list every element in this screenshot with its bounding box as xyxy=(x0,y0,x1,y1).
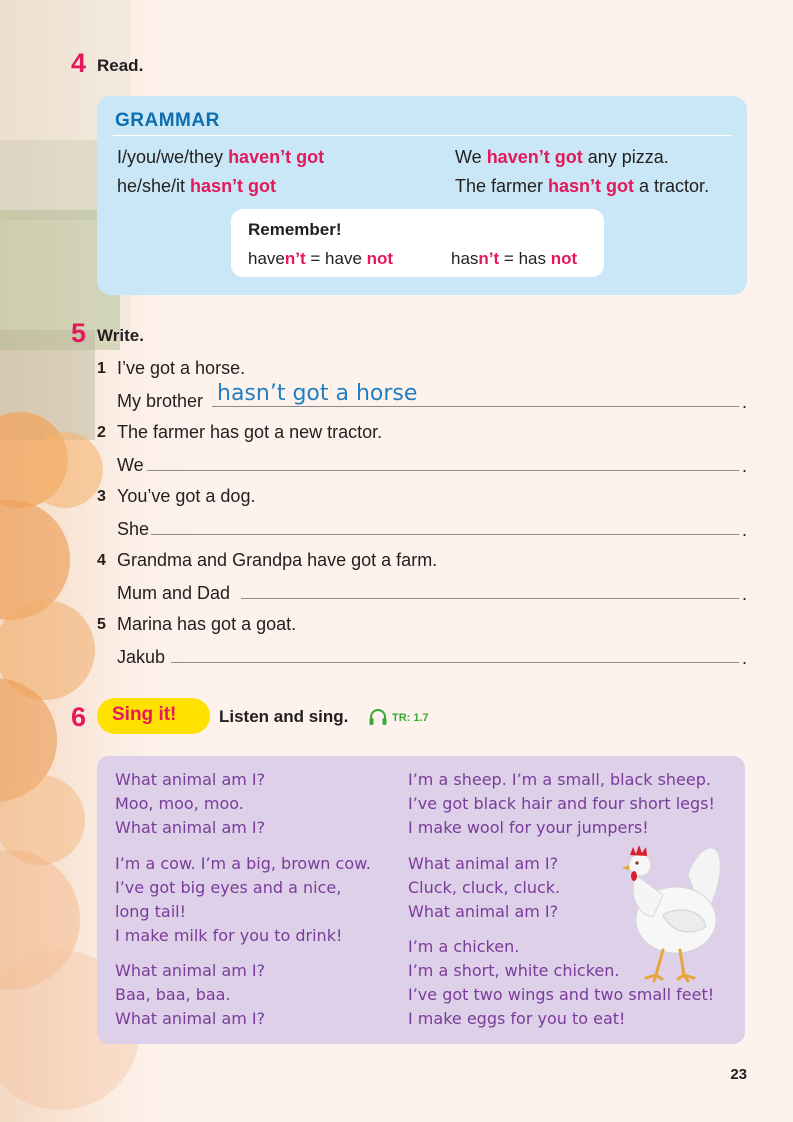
grammar-divider xyxy=(113,135,731,136)
remember-highlight: not xyxy=(550,249,578,268)
grammar-text: I/you/we/they xyxy=(117,147,229,167)
remember-text: = have xyxy=(305,249,367,268)
section-4-title: Read. xyxy=(97,56,144,75)
song-line: I make wool for your jumpers! xyxy=(408,818,649,837)
item-sentence: Grandma and Grandpa have got a farm. xyxy=(117,550,438,570)
grammar-text: he/she/it xyxy=(117,176,191,196)
track-number: TR: 1.7 xyxy=(392,712,429,724)
song-line: I’m a sheep. I’m a small, black sheep. xyxy=(408,770,711,789)
item-number: 5 xyxy=(97,616,106,633)
section-5-number: 5 xyxy=(71,318,87,348)
item-prompt: Mum and Dad xyxy=(117,583,231,603)
song-line: What animal am I? xyxy=(408,902,559,921)
remember-highlight: not xyxy=(366,249,394,268)
answer-line[interactable] xyxy=(171,662,739,663)
item-sentence: I’ve got a horse. xyxy=(117,358,246,378)
answer-line[interactable] xyxy=(147,470,739,471)
remember-left xyxy=(248,249,393,269)
song-verse xyxy=(115,852,371,948)
item-sentence: Marina has got a goat. xyxy=(117,614,297,634)
remember-text: have xyxy=(248,249,285,268)
song-line: I’ve got black hair and four short legs! xyxy=(408,794,715,813)
grammar-highlight: haven’t got xyxy=(486,147,583,167)
remember-highlight: n’t xyxy=(478,249,500,268)
song-line: Baa, baa, baa. xyxy=(115,985,231,1004)
line-end-dot: . xyxy=(742,392,748,412)
song-line: What animal am I? xyxy=(115,961,266,980)
item-prompt: Jakub xyxy=(117,647,166,667)
item-sentence: The farmer has got a new tractor. xyxy=(117,422,383,442)
song-line: I make milk for you to drink! xyxy=(115,926,343,945)
item-number: 1 xyxy=(97,360,106,377)
song-line: I make eggs for you to eat! xyxy=(408,1009,626,1028)
song-line: What animal am I? xyxy=(115,1009,266,1028)
answer-text: hasn’t got a horse xyxy=(217,381,418,406)
grammar-text: any pizza. xyxy=(582,147,669,167)
grammar-text: We xyxy=(455,147,487,167)
item-number: 3 xyxy=(97,488,106,505)
song-line: What animal am I? xyxy=(115,770,266,789)
grammar-title: GRAMMAR xyxy=(115,110,220,131)
answer-line[interactable] xyxy=(212,406,739,407)
song-line: What animal am I? xyxy=(408,854,559,873)
grammar-row1-right xyxy=(455,147,669,168)
section-4-number: 4 xyxy=(71,48,87,78)
song-verse xyxy=(115,768,265,840)
item-number: 2 xyxy=(97,424,106,441)
remember-text: = has xyxy=(499,249,551,268)
sing-it-label: Sing it! xyxy=(112,704,177,725)
remember-text: has xyxy=(451,249,479,268)
grammar-highlight: hasn’t got xyxy=(548,176,635,196)
remember-right xyxy=(451,249,577,269)
section-6-title: Listen and sing. xyxy=(219,707,349,726)
page-number: 23 xyxy=(730,1066,747,1083)
line-end-dot: . xyxy=(742,456,748,476)
song-line: Moo, moo, moo. xyxy=(115,794,244,813)
song-line: long tail! xyxy=(115,902,186,921)
song-line: I’m a chicken. xyxy=(408,937,520,956)
item-prompt: We xyxy=(117,455,144,475)
answer-line[interactable] xyxy=(241,598,739,599)
item-prompt: She xyxy=(117,519,150,539)
grammar-text: a tractor. xyxy=(634,176,710,196)
remember-highlight: n’t xyxy=(284,249,306,268)
item-prompt: My brother xyxy=(117,391,204,411)
song-line: I’m a cow. I’m a big, brown cow. xyxy=(115,854,371,873)
grammar-row1-left xyxy=(117,147,324,168)
line-end-dot: . xyxy=(742,648,748,668)
song-verse xyxy=(408,768,715,840)
song-line: I’ve got two wings and two small feet! xyxy=(408,985,715,1004)
song-line: What animal am I? xyxy=(115,818,266,837)
item-number: 4 xyxy=(97,552,106,569)
section-5-title: Write. xyxy=(97,326,144,345)
grammar-highlight: haven’t got xyxy=(228,147,325,167)
grammar-row2-right xyxy=(455,176,709,197)
section-6-number: 6 xyxy=(71,702,87,732)
line-end-dot: . xyxy=(742,584,748,604)
grammar-highlight: hasn’t got xyxy=(190,176,277,196)
song-line: I’m a short, white chicken. xyxy=(408,961,620,980)
grammar-text: The farmer xyxy=(455,176,549,196)
song-verse xyxy=(115,959,265,1031)
song-line: Cluck, cluck, cluck. xyxy=(408,878,561,897)
chicken-image xyxy=(618,835,728,985)
remember-title: Remember! xyxy=(248,220,342,239)
song-line: I’ve got big eyes and a nice, xyxy=(115,878,342,897)
line-end-dot: . xyxy=(742,520,748,540)
song-verse xyxy=(408,852,560,924)
item-sentence: You’ve got a dog. xyxy=(117,486,256,506)
answer-line[interactable] xyxy=(151,534,739,535)
headphones-icon[interactable] xyxy=(368,708,388,726)
grammar-row2-left xyxy=(117,176,276,197)
